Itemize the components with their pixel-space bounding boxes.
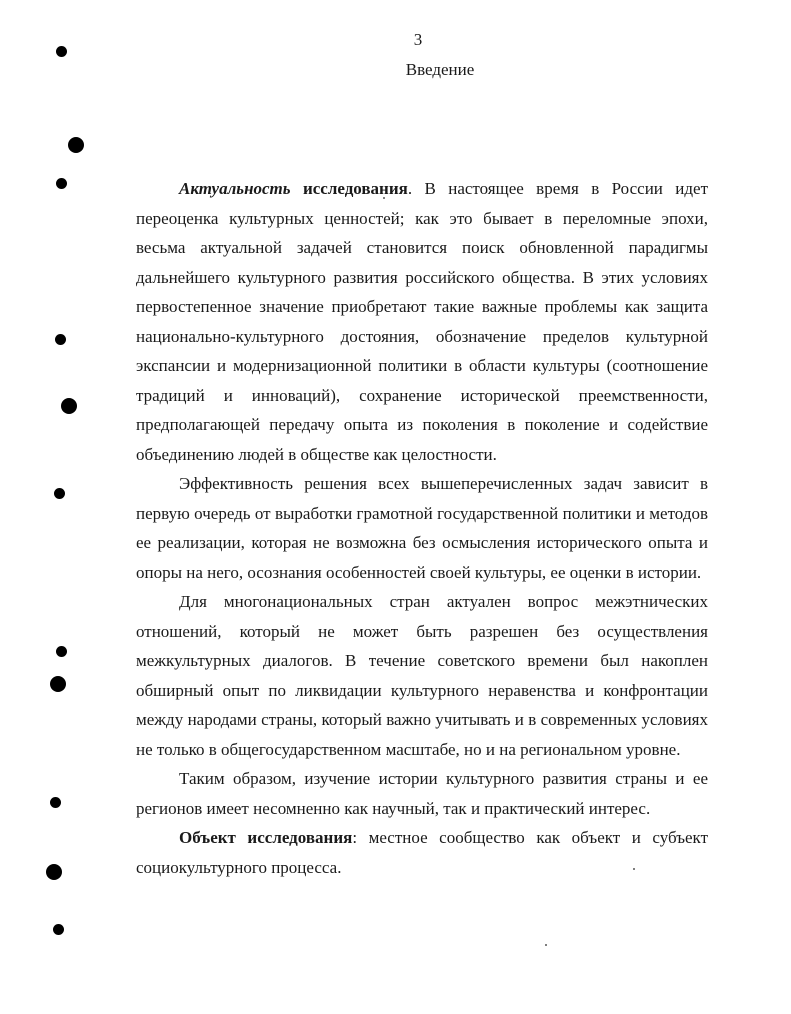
object-text: : местное сообщество как объект и субъект социокультурного процесса.: [136, 828, 708, 877]
relevance-label-bold: исследования: [302, 179, 408, 198]
binder-hole-mark: [53, 924, 64, 935]
binder-hole-mark: [50, 797, 61, 808]
scan-speck: [545, 944, 547, 946]
relevance-label-italic: Актуальность: [179, 179, 291, 198]
paragraph-object: [136, 823, 708, 882]
section-heading: Введение: [405, 60, 475, 79]
binder-hole-mark: [55, 334, 66, 345]
binder-hole-mark: [56, 178, 67, 189]
relevance-text: . В настоящее время в России идет переоценка культурных ценностей; как это бывает в переломные эпохи, весьма актуальной задачей становится поиск обновленной парадигмы дальнейшего культурного развития российского общества. В этих условиях первостепенное значение приобретают такие важные проблемы как защита национально-культурного достояния, обозначение пределов культурной экспансии и модернизационной политики в области культуры (соотношение традиций и инноваций), сохранение исторической преемственности, предполагающей передачу опыта из поколения в поколение и содействие объединению людей в обществе как целостности.: [136, 179, 708, 464]
binder-hole-mark: [56, 646, 67, 657]
binder-hole: [46, 864, 62, 880]
paragraph-multinational: Для многонациональных стран актуален вопрос межэтнических отношений, который не может быть разрешен без осуществления межкультурных диалогов. В течение советского времени был накоплен обширный опыт по ликвидации культурного неравенства и конфронтации между народами страны, который важно учитывать и в современных условиях не только в общегосударственном масштабе, но и на региональном уровне.: [136, 592, 708, 759]
object-label: Объект исследования: [179, 828, 353, 847]
paragraph-conclusion: Таким образом, изучение истории культурного развития страны и ее регионов имеет несомненно как научный, так и практический интерес.: [136, 769, 708, 818]
binder-hole: [50, 676, 66, 692]
binder-hole: [68, 137, 84, 153]
page-number: 3: [413, 30, 423, 49]
paragraph-efficiency: Эффективность решения всех вышеперечисленных задач зависит в первую очередь от выработки грамотной государственной политики и методов ее реализации, которая не возможна без осмысления исторического опыта и опоры на него, осознания особенностей своей культуры, ее оценки в истории.: [136, 474, 708, 582]
paragraph-relevance: [136, 174, 708, 469]
body-text: [136, 174, 708, 882]
binder-hole: [61, 398, 77, 414]
binder-hole-mark: [54, 488, 65, 499]
